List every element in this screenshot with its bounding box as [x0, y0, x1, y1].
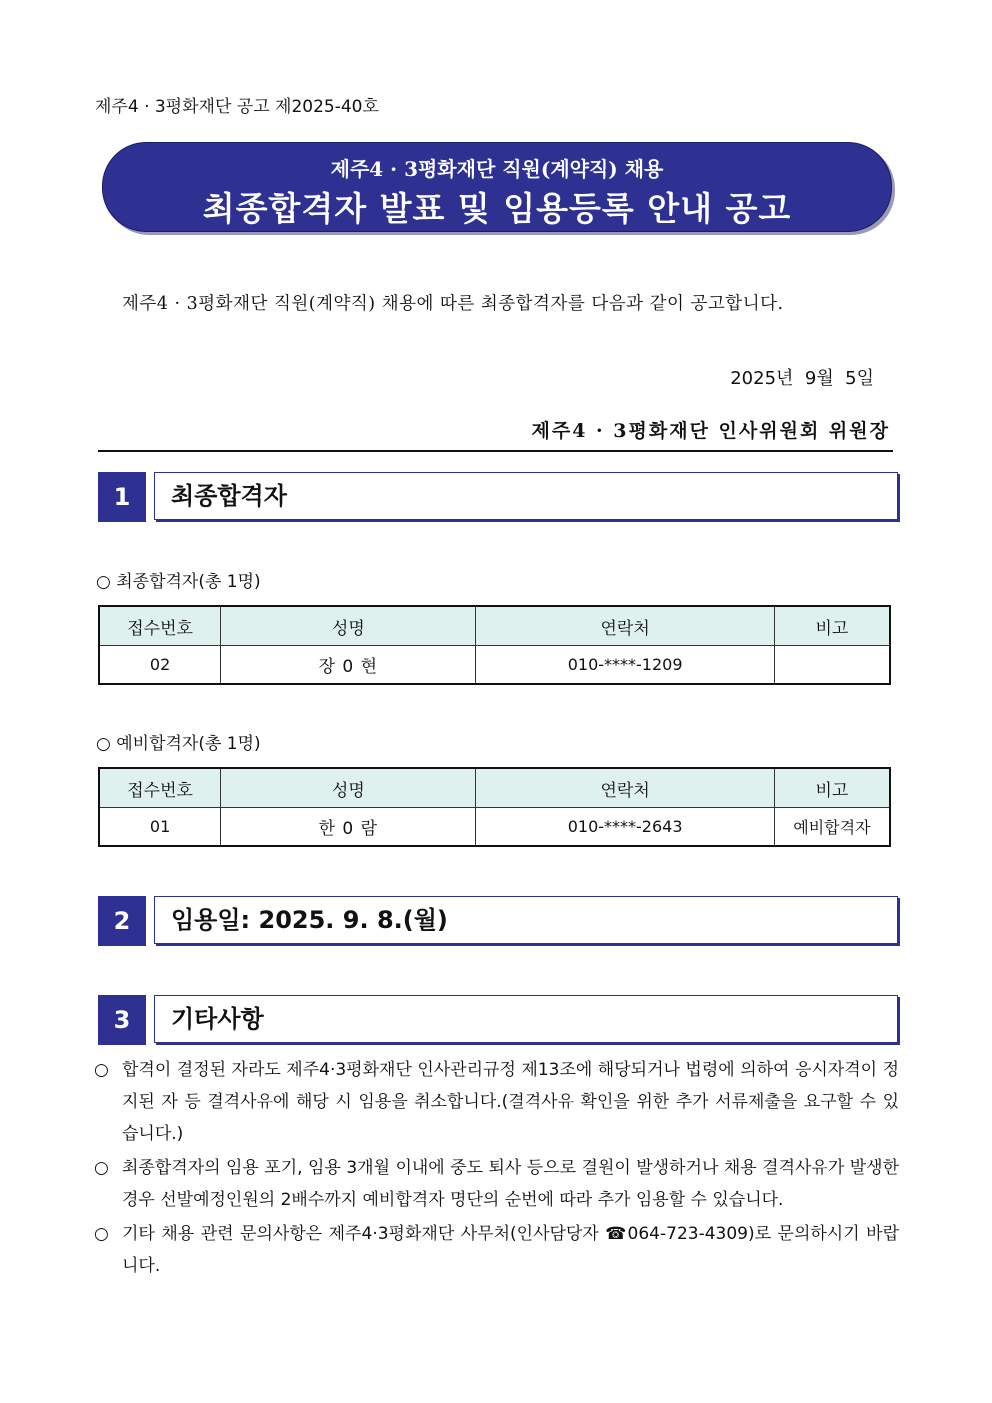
section-number: 2	[98, 896, 146, 946]
column-header: 접수번호	[99, 606, 221, 646]
section-title: 기타사항	[154, 995, 898, 1043]
title-banner	[102, 142, 892, 232]
notice-number: 제주4 · 3평화재단 공고 제2025-40호	[95, 97, 379, 117]
column-header: 접수번호	[99, 768, 221, 808]
final-list-label: ○ 최종합격자(총 1명)	[96, 572, 261, 592]
section-other-notes	[98, 995, 898, 1045]
section-number: 1	[98, 472, 146, 522]
signer: 제주4 · 3평화재단 인사위원회 위원장	[531, 420, 890, 442]
remarks: 예비합격자	[774, 808, 890, 847]
note-text: 합격이 결정된 자라도 제주4·3평화재단 인사관리규정 제13조에 해당되거나 법령에 의하여 응시자격이 정지된 자 등 결격사유에 해당 시 임용을 취소합니다.(결격사유 확인을 위한 추가 서류제출을 요구할 수 있습니다.)	[122, 1060, 899, 1144]
page-title: 최종합격자 발표 및 임용등록 안내 공고	[202, 189, 792, 228]
column-header: 성명	[221, 768, 476, 808]
title-subheading: 제주4 · 3평화재단 직원(계약직) 채용	[330, 157, 664, 181]
contact: 010-****-2643	[476, 808, 774, 847]
applicant-name: 한 0 람	[221, 808, 476, 847]
reserve-passers-table	[98, 767, 891, 847]
list-item	[94, 1152, 899, 1216]
notes-list	[94, 1054, 899, 1284]
remarks	[774, 646, 890, 685]
note-text: 최종합격자의 임용 포기, 임용 3개월 이내에 중도 퇴사 등으로 결원이 발생하거나 채용 결격사유가 발생한 경우 선발예정인원의 2배수까지 예비합격자 명단의 순번에 따라 추가 임용할 수 있습니다.	[122, 1158, 899, 1210]
section-number: 3	[98, 995, 146, 1045]
bullet-circle-icon: ○	[94, 1224, 109, 1244]
table-row	[99, 808, 890, 847]
column-header: 성명	[221, 606, 476, 646]
applicant-name: 장 0 현	[221, 646, 476, 685]
table-header-row	[99, 606, 890, 646]
section-title: 임용일: 2025. 9. 8.(월)	[154, 896, 898, 944]
section-final-passers	[98, 472, 898, 522]
divider	[98, 450, 893, 452]
bullet-circle-icon: ○	[94, 1158, 109, 1178]
intro-text: 제주4 · 3평화재단 직원(계약직) 채용에 따른 최종합격자를 다음과 같이 공고합니다.	[122, 294, 784, 314]
notice-date: 2025년 9월 5일	[730, 368, 874, 389]
column-header: 연락처	[476, 606, 774, 646]
section-appointment-date	[98, 896, 898, 946]
column-header: 비고	[774, 606, 890, 646]
application-number: 02	[99, 646, 221, 685]
column-header: 연락처	[476, 768, 774, 808]
note-text: 기타 채용 관련 문의사항은 제주4·3평화재단 사무처(인사담당자 ☎064-723-4309)로 문의하시기 바랍니다.	[122, 1224, 899, 1276]
list-item	[94, 1054, 899, 1150]
contact: 010-****-1209	[476, 646, 774, 685]
bullet-circle-icon: ○	[94, 1060, 109, 1080]
section-title: 최종합격자	[154, 472, 898, 520]
table-header-row	[99, 768, 890, 808]
application-number: 01	[99, 808, 221, 847]
column-header: 비고	[774, 768, 890, 808]
table-row	[99, 646, 890, 685]
final-passers-table	[98, 605, 891, 685]
list-item	[94, 1218, 899, 1282]
reserve-list-label: ○ 예비합격자(총 1명)	[96, 734, 261, 754]
